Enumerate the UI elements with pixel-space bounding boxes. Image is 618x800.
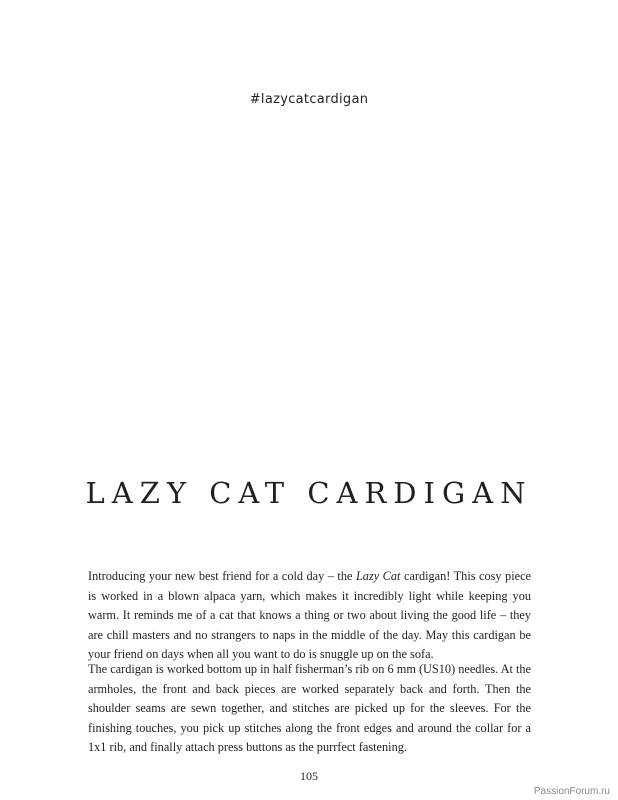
- hashtag-heading: #lazycatcardigan: [249, 92, 369, 107]
- watermark: PassionForum.ru: [533, 786, 610, 797]
- page-number: 105: [300, 769, 318, 783]
- construction-paragraph: The cardigan is worked bottom up in half fisherman’s rib on 6 mm (US10) needles. At the armholes, the front and back pieces are worked separately back and forth. Then the shoulder seams are sewn together, and stitches are picked up for the sleeves. For the finishing touches, you pick up stitches along the front edges and around the collar for a 1x1 rib, and finally attach press buttons as the purrfect fastening.: [88, 662, 531, 755]
- intro-text-start: Introducing your new best friend for a cold day – the: [88, 569, 356, 583]
- intro-text-end: cardigan! This cosy piece is worked in a blown alpaca yarn, which makes it incredibly light while keeping you warm. It reminds me of a cat that knows a thing or two about living the good life – they are chill masters and no strangers to naps in the middle of the day. May this cardigan be your friend on days when all you want to do is snuggle up on the sofa.: [88, 569, 531, 662]
- page-title: LAZY CAT CARDIGAN: [85, 476, 533, 510]
- intro-italic-name: Lazy Cat: [355, 569, 401, 583]
- intro-paragraph: [88, 567, 531, 665]
